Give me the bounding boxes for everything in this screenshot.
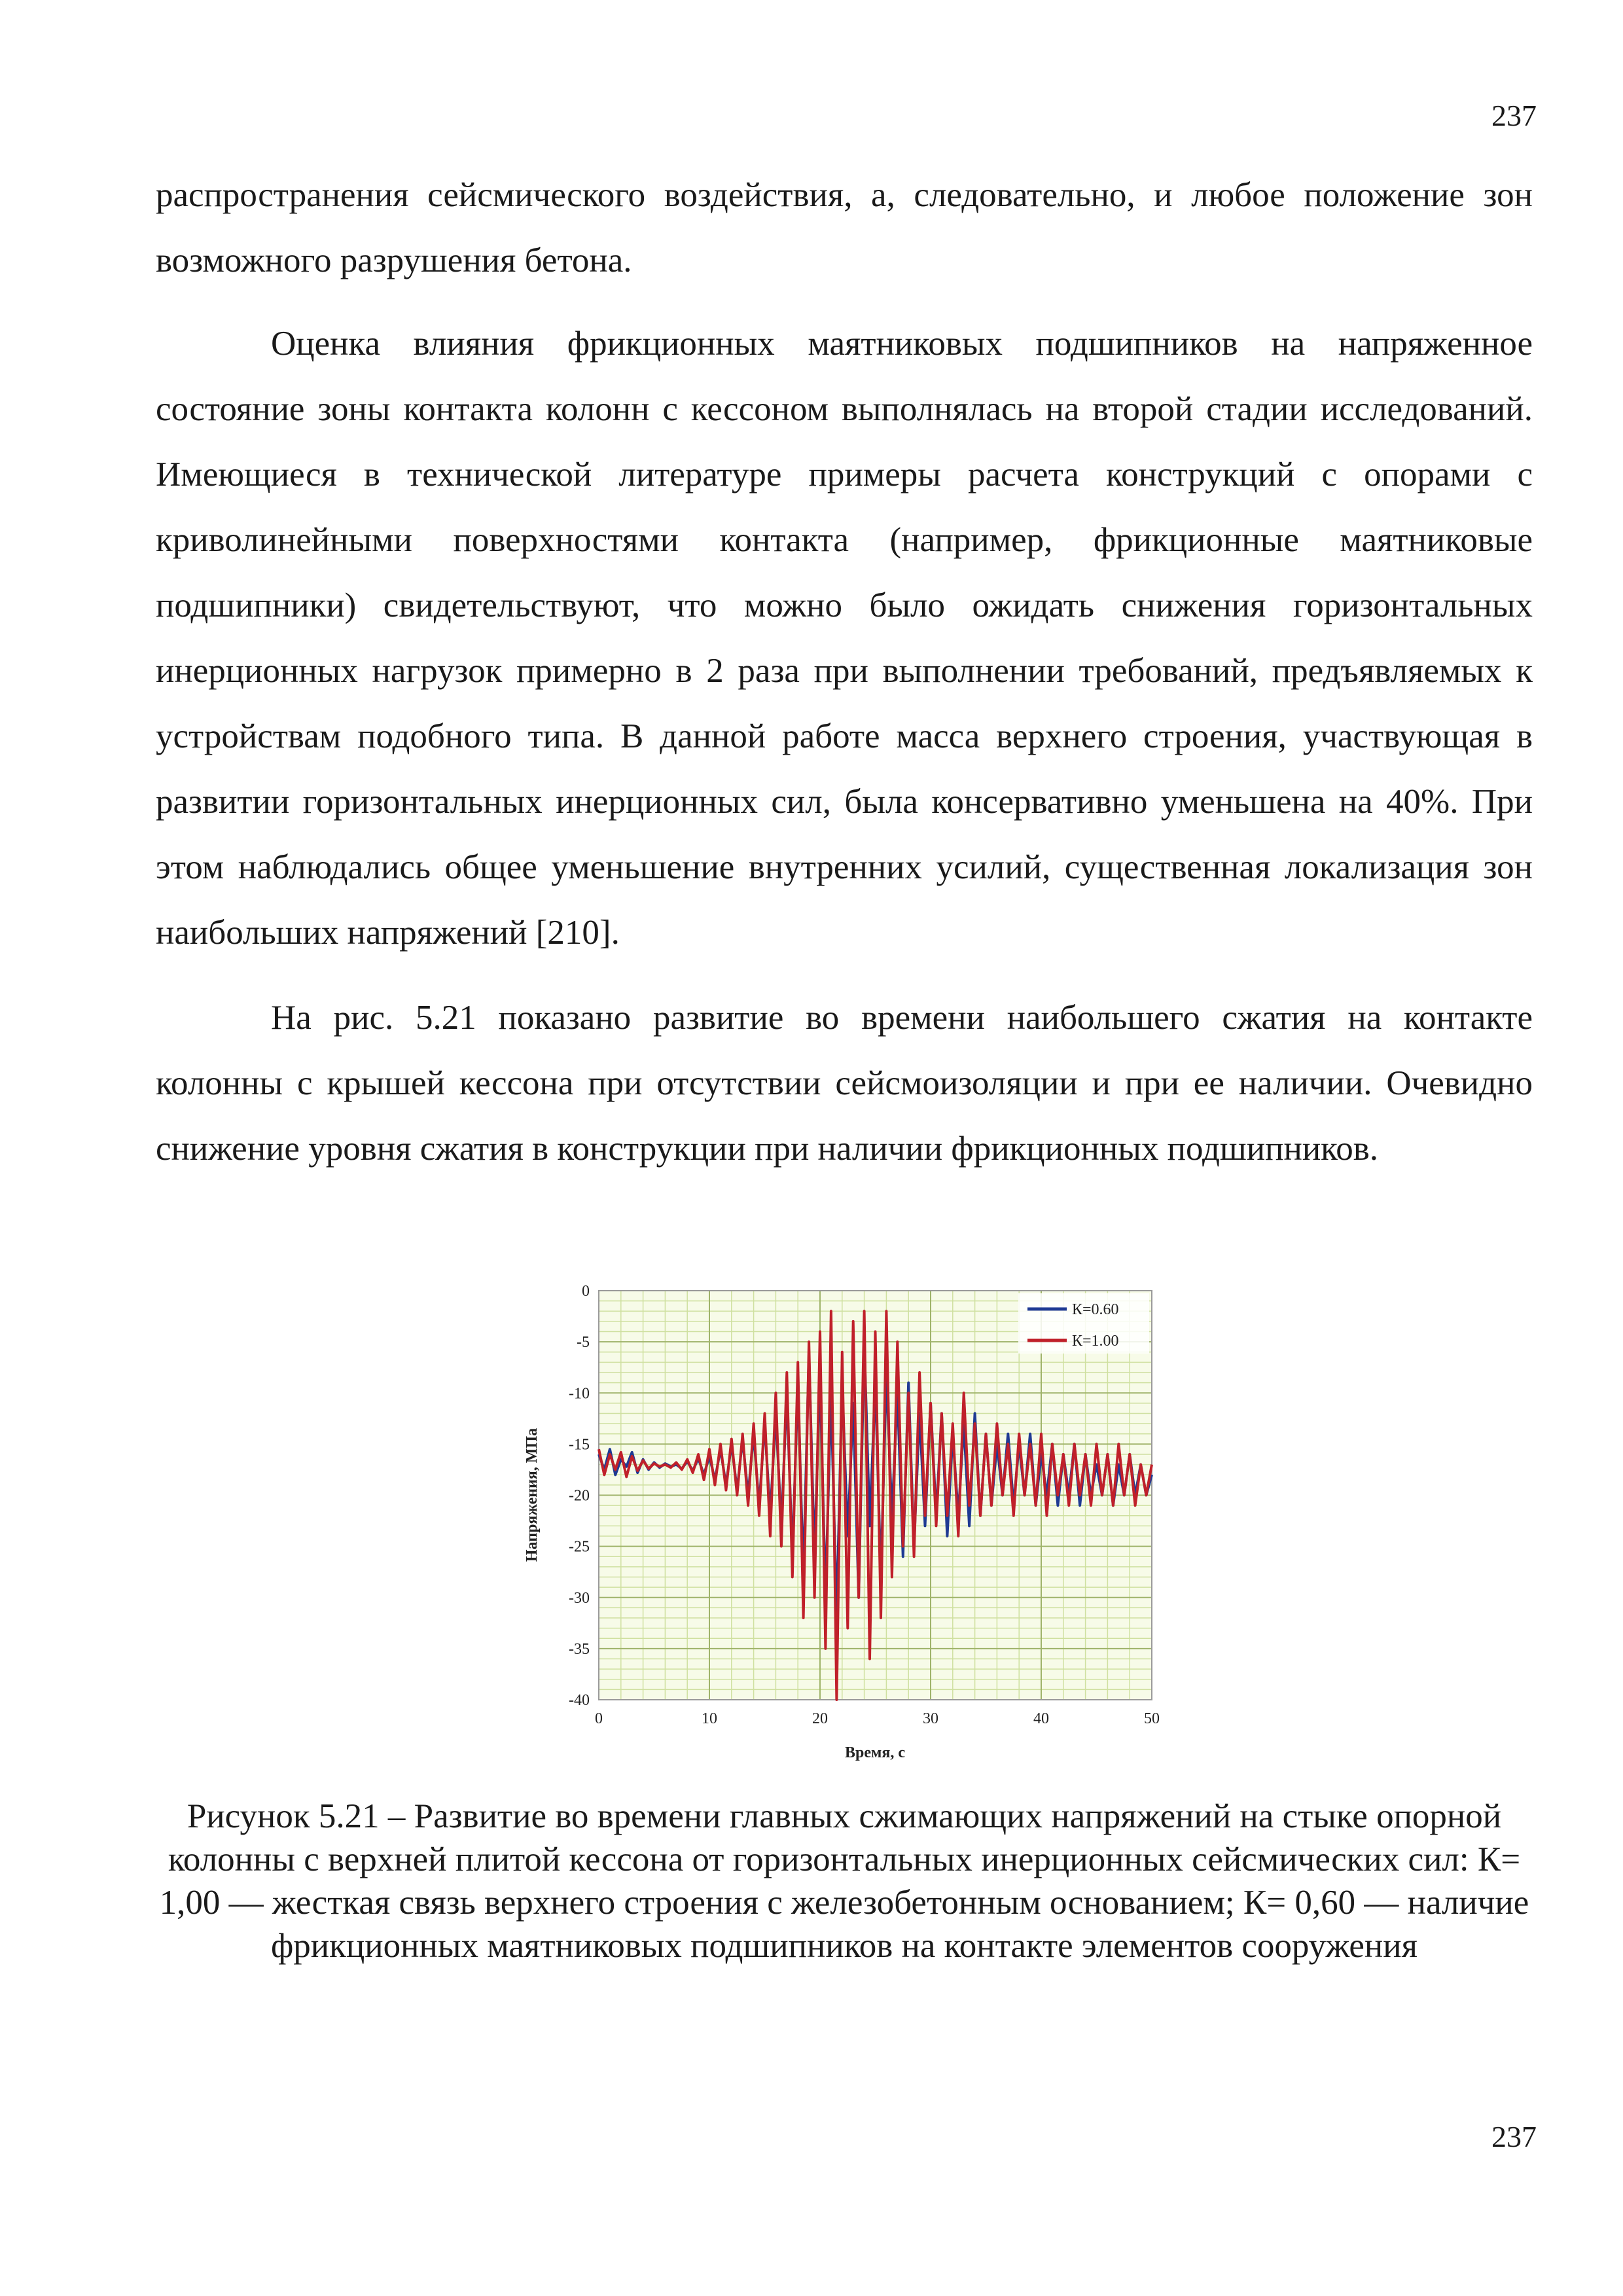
y-tick-label: -5 <box>577 1334 590 1352</box>
page-number-bottom: 237 <box>1491 2120 1537 2153</box>
x-axis-label: Время, с <box>845 1744 905 1761</box>
paragraph-3-text: На рис. 5.21 показано развитие во времени наибольшего сжатия на контакте колонны с крышей кессона при отсутствии сейсмоизоляции и при ее наличии. Очевидно снижение уровня сжатия в конструкции при наличии фрикционных подшипников. <box>156 999 1533 1168</box>
x-tick-labels <box>595 1710 1160 1727</box>
x-tick-label: 40 <box>1033 1710 1049 1727</box>
paragraph-continuation <box>156 162 1533 293</box>
y-tick-label: -40 <box>569 1692 590 1709</box>
paragraph-bearings-evaluation <box>156 311 1533 965</box>
y-tick-labels <box>569 1283 590 1709</box>
figure-5-21 <box>510 1276 1178 1774</box>
y-tick-label: 0 <box>582 1283 590 1300</box>
legend-label-1: К=0.60 <box>1072 1301 1119 1318</box>
y-tick-label: -20 <box>569 1487 590 1505</box>
y-tick-label: -15 <box>569 1436 590 1454</box>
x-tick-label: 20 <box>812 1710 828 1727</box>
x-tick-label: 10 <box>702 1710 717 1727</box>
y-tick-label: -10 <box>569 1385 590 1403</box>
y-tick-label: -30 <box>569 1589 590 1607</box>
figure-caption: Рисунок 5.21 – Развитие во времени главных сжимающих напряжений на стыке опорной колонны с верхней плитой кессона от горизонтальных инерционных сейсмических сил: К= 1,00 — жесткая связь верхнего строения с железобетонным основанием; К= 0,60 — наличие фрикционных маятниковых подшипников на контакте элементов сооружения <box>159 1797 1529 1965</box>
y-tick-label: -35 <box>569 1640 590 1658</box>
paragraph-1-text: распространения сейсмического воздействия, а, следовательно, и любое положение зон возможного разрушения бетона. <box>156 176 1533 279</box>
y-axis-label: Напряжения, МПа <box>524 1427 541 1562</box>
page-number-top: 237 <box>1491 99 1537 132</box>
x-tick-label: 0 <box>595 1710 603 1727</box>
paragraph-figure-reference <box>156 985 1533 1181</box>
paragraph-2-text: Оценка влияния фрикционных маятниковых подшипников на напряженное состояние зоны контакта колонн с кессоном выполнялась на второй стадии исследований. Имеющиеся в технической литературе примеры расчета конструкций с опорами с криволинейными поверхностями контакта (например, фрикционные маятниковые подшипники) свидетельствуют, что можно было ожидать снижения горизонтальных инерционных нагрузок примерно в 2 раза при выполнении требований, предъявляемых к устройствам подобного типа. В данной работе масса верхнего строения, участвующая в развитии горизонтальных инерционных сил, была консервативно уменьшена на 40%. При этом наблюдались общее уменьшение внутренних усилий, существенная локализация зон наибольших напряжений [210]. <box>156 325 1533 952</box>
legend-label-2: К=1.00 <box>1072 1333 1119 1350</box>
y-tick-label: -25 <box>569 1538 590 1556</box>
x-tick-label: 30 <box>923 1710 938 1727</box>
stress-time-chart <box>510 1276 1178 1774</box>
x-tick-label: 50 <box>1144 1710 1160 1727</box>
chart-legend <box>1018 1293 1149 1354</box>
